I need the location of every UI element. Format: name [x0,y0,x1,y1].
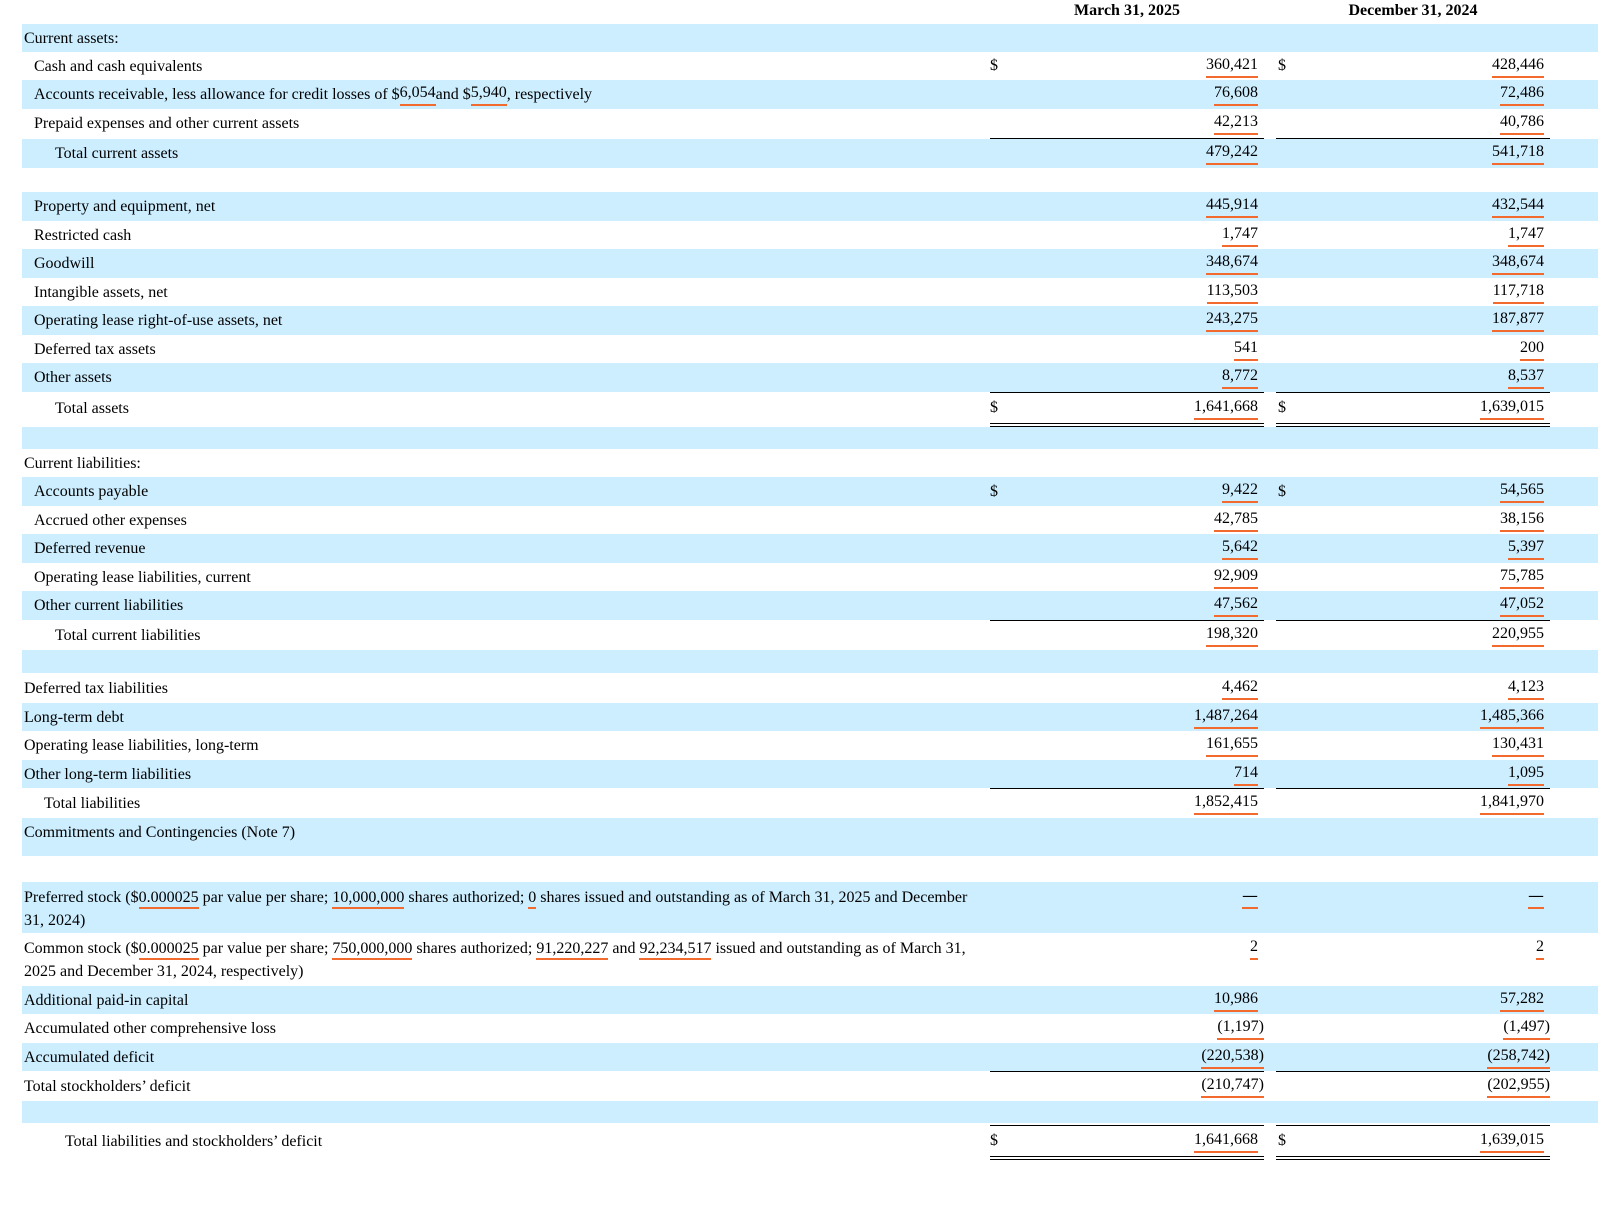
value-march-2025: 1,487,264 [1194,706,1258,729]
row-commitments [22,818,1598,856]
shares-december-2024: 92,234,517 [639,940,711,960]
value-december-2024: 428,446 [1492,55,1544,78]
section-label: Current liabilities: [24,454,141,472]
row-total-liabilities-and-deficit [22,1126,1598,1156]
row-label: Deferred revenue [34,540,146,557]
value-march-2025: (210,747) [1201,1075,1264,1098]
row-total-current-liabilities [22,621,1598,650]
value-march-2025: 2 [1250,937,1258,960]
value-december-2024: 75,785 [1500,566,1544,589]
row-label [34,80,994,109]
section-current-assets [22,24,1598,52]
row-preferred-stock [22,882,1598,933]
row-label: Total stockholders’ deficit [24,1078,191,1095]
value-december-2024: (1,497) [1503,1017,1550,1040]
value-december-2024: 1,095 [1508,763,1544,786]
row-property-equipment [22,192,1598,221]
label-text: Accounts receivable, less allowance for credit losses of $ [34,86,400,103]
label-text: and $ [435,86,471,103]
currency-symbol: $ [1278,399,1286,416]
column-header-december-2024: December 31, 2024 [1348,2,1478,19]
value-march-2025: 4,462 [1222,677,1258,700]
total-double-rule [1276,1156,1550,1160]
value-march-2025: 10,986 [1214,989,1258,1012]
row-label: Other long-term liabilities [24,765,192,783]
label-text: par value per share; [198,889,333,906]
row-other-assets [22,363,1598,392]
row-label: Total current liabilities [55,627,201,644]
row-accumulated-deficit [22,1043,1598,1071]
total-double-rule [990,1156,1264,1160]
row-label: Accumulated deficit [24,1048,155,1066]
row-additional-paid-in-capital [22,986,1598,1014]
row-restricted-cash [22,221,1598,249]
value-march-2025: 1,641,668 [1194,397,1258,420]
value-december-2024: — [1528,886,1544,909]
value-december-2024: 1,841,970 [1480,792,1544,815]
value-march-2025: 1,641,668 [1194,1130,1258,1153]
value-december-2024: 5,397 [1508,537,1544,560]
row-total-assets [22,393,1598,423]
label-text: par value per share; [198,940,333,957]
value-march-2025: 445,914 [1206,195,1258,218]
value-december-2024: 1,485,366 [1480,706,1544,729]
value-december-2024: 200 [1520,338,1544,361]
value-march-2025: 5,642 [1222,537,1258,560]
value-december-2024: 54,565 [1500,480,1544,503]
value-december-2024: 348,674 [1492,252,1544,275]
value-december-2024: 2 [1536,937,1544,960]
value-march-2025: 42,785 [1214,509,1258,532]
value-march-2025: 92,909 [1214,566,1258,589]
value-december-2024: 432,544 [1492,195,1544,218]
value-december-2024: 220,955 [1492,624,1544,647]
row-label: Total assets [55,399,129,417]
row-total-current-assets [22,139,1598,168]
par-value: 0.000025 [139,940,199,960]
value-march-2025: 9,422 [1222,480,1258,503]
value-march-2025: 360,421 [1206,55,1258,78]
row-label [24,933,984,986]
row-accumulated-oci [22,1014,1598,1043]
label-text: shares authorized; [404,889,529,906]
row-common-stock [22,933,1598,986]
value-december-2024: (202,955) [1487,1075,1550,1098]
row-operating-lease-current [22,563,1598,591]
spacer-band [22,650,1598,673]
row-accounts-receivable [22,80,1598,109]
row-other-long-term-liabilities [22,760,1598,788]
value-march-2025: 42,213 [1214,112,1258,135]
allowance-december-2024: 5,940 [471,83,507,106]
label-text: issued and outstanding as of March 31, 2025 and December 31, 2024, respectively) [24,940,966,980]
value-march-2025: — [1242,886,1258,909]
row-label: Deferred tax assets [34,340,156,358]
row-goodwill [22,249,1598,278]
row-label [24,882,984,933]
value-december-2024: 47,052 [1500,594,1544,617]
row-deferred-revenue [22,534,1598,563]
row-label: Accumulated other comprehensive loss [24,1020,276,1037]
row-label: Additional paid-in capital [24,991,189,1009]
value-december-2024: 117,718 [1493,281,1544,304]
value-december-2024: 1,747 [1508,224,1544,247]
value-december-2024: 38,156 [1500,509,1544,532]
section-label: Current assets: [24,29,119,47]
shares-issued: 0 [528,889,536,909]
value-december-2024: 1,639,015 [1480,1130,1544,1153]
row-deferred-tax-liabilities [22,674,1598,703]
value-march-2025: 541 [1234,338,1258,361]
value-march-2025: 161,655 [1206,734,1258,757]
row-label: Accrued other expenses [34,511,187,529]
allowance-march-2025: 6,054 [400,83,436,106]
row-label: Intangible assets, net [34,283,168,301]
row-label: Long-term debt [24,708,124,726]
value-december-2024: 187,877 [1492,309,1544,332]
row-label: Accounts payable [34,483,149,500]
value-december-2024: 1,639,015 [1480,397,1544,420]
row-other-current-liabilities [22,591,1598,620]
currency-symbol: $ [990,482,998,500]
value-december-2024: 541,718 [1492,142,1544,165]
value-december-2024: 40,786 [1500,112,1544,135]
row-label: Total current assets [55,145,179,162]
row-label: Goodwill [34,255,95,272]
value-march-2025: 1,852,415 [1194,792,1258,815]
row-label: Operating lease right-of-use assets, net [34,312,283,329]
row-label: Operating lease liabilities, current [34,568,251,586]
value-december-2024: 72,486 [1500,83,1544,106]
value-december-2024: 57,282 [1500,989,1544,1012]
currency-symbol: $ [1278,57,1286,74]
section-current-liabilities [22,449,1598,477]
value-march-2025: 479,242 [1206,142,1258,165]
row-deferred-tax-assets [22,335,1598,363]
row-label: Other assets [34,369,112,386]
row-label: Prepaid expenses and other current assets [34,114,300,132]
row-accounts-payable [22,477,1598,506]
value-december-2024: (258,742) [1487,1046,1550,1069]
value-december-2024: 4,123 [1508,677,1544,700]
value-march-2025: 47,562 [1214,594,1258,617]
row-label: Operating lease liabilities, long-term [24,737,259,754]
value-march-2025: 198,320 [1206,624,1258,647]
label-text: Preferred stock ($ [24,889,139,906]
currency-symbol: $ [1278,482,1286,500]
row-label: Total liabilities and stockholders’ deficit [65,1132,323,1150]
label-text: , respectively [506,86,593,103]
spacer-band [22,427,1598,449]
row-cash [22,52,1598,80]
currency-symbol: $ [1278,1132,1286,1149]
row-label: Other current liabilities [34,597,184,614]
label-text: shares authorized; [412,940,537,957]
value-march-2025: (220,538) [1201,1046,1264,1069]
label-text: Common stock ($ [24,940,139,957]
currency-symbol: $ [990,399,998,416]
row-label: Total liabilities [44,795,141,812]
row-long-term-debt [22,703,1598,731]
spacer-band [22,1101,1598,1123]
row-total-stockholders-deficit [22,1072,1598,1101]
value-december-2024: 8,537 [1508,366,1544,389]
currency-symbol: $ [990,1132,998,1149]
value-december-2024: 130,431 [1492,734,1544,757]
value-march-2025: 243,275 [1206,309,1258,332]
column-header-march-2025: March 31, 2025 [1074,2,1180,19]
row-accrued-expenses [22,506,1598,534]
value-march-2025: 714 [1234,763,1258,786]
shares-march-2025: 91,220,227 [536,940,608,960]
row-label: Commitments and Contingencies (Note 7) [24,824,296,841]
value-march-2025: 1,747 [1222,224,1258,247]
row-label: Cash and cash equivalents [34,57,203,75]
row-intangible-assets [22,278,1598,306]
shares-authorized: 10,000,000 [332,889,404,909]
row-rou-assets [22,306,1598,335]
row-label: Deferred tax liabilities [24,680,168,697]
value-march-2025: 113,503 [1207,281,1258,304]
row-label: Restricted cash [34,226,132,244]
value-march-2025: 348,674 [1206,252,1258,275]
row-operating-lease-long-term [22,731,1598,760]
value-march-2025: 76,608 [1214,83,1258,106]
value-march-2025: 8,772 [1222,366,1258,389]
par-value: 0.000025 [139,889,199,909]
row-label: Property and equipment, net [34,198,216,215]
value-march-2025: (1,197) [1217,1017,1264,1040]
shares-authorized: 750,000,000 [332,940,412,960]
row-prepaid-expenses [22,109,1598,137]
label-text: and [608,940,640,957]
currency-symbol: $ [990,57,998,74]
row-total-liabilities [22,789,1598,818]
label-text: shares issued and outstanding as of March 31, 2025 and December 31, 2024) [24,889,968,929]
